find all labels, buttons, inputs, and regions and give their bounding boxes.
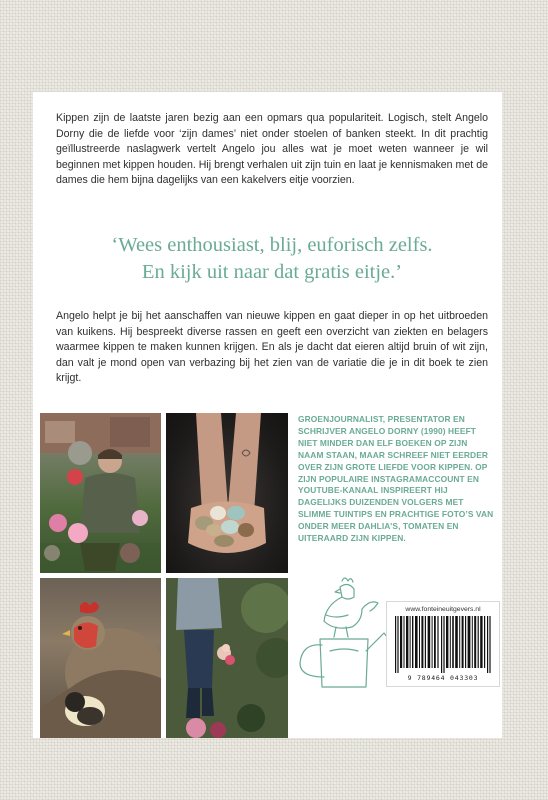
pull-quote-line-2: En kijk uit naar dat gratis eitje.’ xyxy=(141,261,403,283)
barcode-icon xyxy=(395,616,491,673)
intro-paragraph: Kippen zijn de laatste jaren bezig aan een opmars qua populariteit. Logisch, stelt Angelo Dorny die de liefde voor ‘zijn dames’ niet onder stoelen of banken steekt. In dit prachtig geïllustreerde naslagwerk vertelt Angelo jou alles wat je moet weten wanneer je wil beginnen met kippen houden. Hij brengt verhalen uit zijn tuin en laat je kennismaken met de dames die hem bijna dagelijks van een kakelvers eitje voorzien. xyxy=(56,112,488,187)
photo-hen-with-chick xyxy=(40,578,161,738)
pull-quote xyxy=(56,232,488,286)
pull-quote-line-1: ‘Wees enthousiast, blij, euforisch zelfs. xyxy=(111,234,433,256)
author-bio: GROENJOURNALIST, PRESENTATOR EN SCHRIJVER ANGELO DORNY (1990) HEEFT NIET MINDER DAN ELF BOEKEN OP ZIJN NAAM STAAN, MAAR SCHREEF NIET EERDER OVER ZIJN GROTE LIEFDE VOOR KIPPEN. OP ZIJN POPULAIRE INSTAGRAMACCOUNT EN YOUTUBE-KANAAL INSPIREERT HIJ DAGELIJKS DUIZENDEN VOLGERS MET SLIMME TUINTIPS EN PRACHTIGE FOTO’S VAN ONDER MEER DAHLIA’S, TOMATEN EN UITERAARD ZIJN KIPPEN. xyxy=(298,414,494,544)
photo-man-with-flowers xyxy=(40,413,161,573)
photo-person-in-garden xyxy=(166,578,288,738)
isbn-digits: 9 789464 043303 xyxy=(407,674,479,682)
rooster-on-watering-can-icon xyxy=(296,575,388,700)
publisher-url: www.fonteineuitgevers.nl xyxy=(405,606,481,613)
detail-paragraph: Angelo helpt je bij het aanschaffen van nieuwe kippen en gaat dieper in op het uitbroeden van kuikens. Hij bespreekt diverse rassen en geeft een overzicht van ziekten en belagers waarmee kippen te maken kunnen krijgen. En als je dacht dat eieren altijd bruin of wit zijn, dan valt je mond open van verbazing bij het zien van de variatie die je in dit boek te zien krijgt. xyxy=(56,310,488,385)
barcode-block xyxy=(386,601,500,687)
photo-hands-holding-eggs xyxy=(166,413,288,573)
